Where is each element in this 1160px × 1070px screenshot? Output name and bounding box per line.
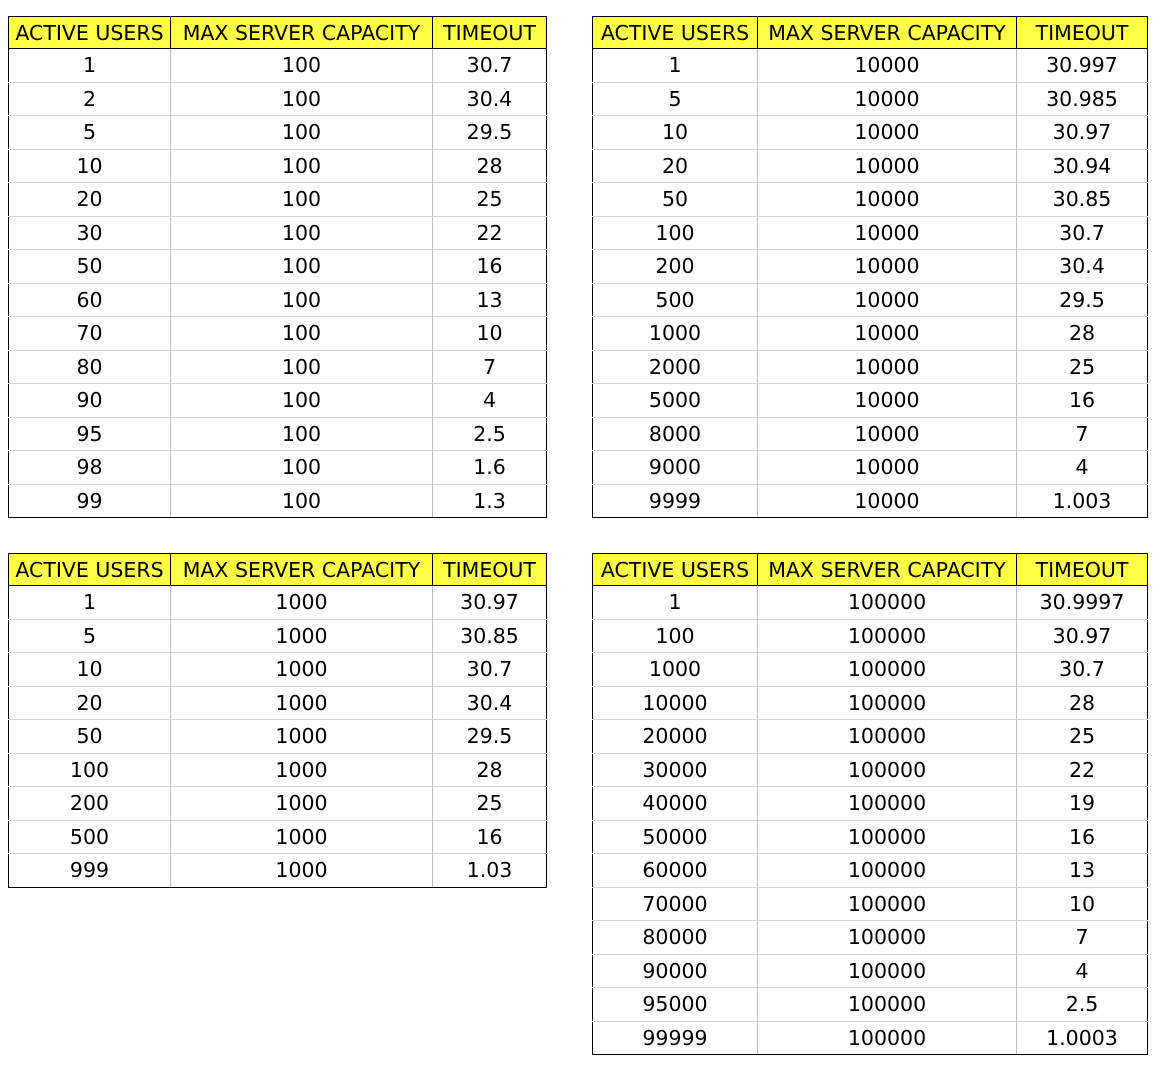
cell-active-users: 5 <box>9 116 171 150</box>
timeout-table-capacity-10000 <box>592 16 1148 518</box>
cell-timeout: 16 <box>433 250 547 284</box>
cell-active-users: 1 <box>9 49 171 83</box>
cell-max-server-capacity: 1000 <box>171 753 433 787</box>
table-row <box>593 417 1148 451</box>
cell-active-users: 60 <box>9 283 171 317</box>
table-row <box>9 216 547 250</box>
cell-max-server-capacity: 100000 <box>758 586 1017 620</box>
cell-timeout: 30.97 <box>1017 116 1148 150</box>
cell-max-server-capacity: 10000 <box>758 149 1017 183</box>
cell-active-users: 100 <box>593 216 758 250</box>
cell-max-server-capacity: 100 <box>171 183 433 217</box>
table-row <box>9 753 547 787</box>
cell-active-users: 80000 <box>593 921 758 955</box>
table-row <box>9 183 547 217</box>
cell-max-server-capacity: 100 <box>171 350 433 384</box>
cell-max-server-capacity: 10000 <box>758 183 1017 217</box>
cell-max-server-capacity: 1000 <box>171 820 433 854</box>
cell-timeout: 1.0003 <box>1017 1021 1148 1055</box>
header-active-users: ACTIVE USERS <box>9 554 171 586</box>
cell-active-users: 10 <box>9 653 171 687</box>
table-row <box>593 484 1148 518</box>
cell-max-server-capacity: 1000 <box>171 854 433 888</box>
cell-active-users: 9999 <box>593 484 758 518</box>
cell-timeout: 2.5 <box>1017 988 1148 1022</box>
table-row <box>9 820 547 854</box>
cell-active-users: 90000 <box>593 954 758 988</box>
table-row <box>593 619 1148 653</box>
table-row <box>593 183 1148 217</box>
cell-max-server-capacity: 100 <box>171 149 433 183</box>
cell-active-users: 999 <box>9 854 171 888</box>
cell-max-server-capacity: 100000 <box>758 686 1017 720</box>
timeout-table-capacity-1000 <box>8 553 547 888</box>
cell-max-server-capacity: 100000 <box>758 854 1017 888</box>
cell-active-users: 1 <box>593 586 758 620</box>
table-row <box>9 686 547 720</box>
cell-max-server-capacity: 10000 <box>758 417 1017 451</box>
cell-active-users: 95 <box>9 417 171 451</box>
cell-active-users: 200 <box>593 250 758 284</box>
cell-max-server-capacity: 10000 <box>758 250 1017 284</box>
cell-active-users: 1 <box>9 586 171 620</box>
cell-timeout: 1.03 <box>433 854 547 888</box>
table-row <box>593 49 1148 83</box>
cell-active-users: 50 <box>593 183 758 217</box>
cell-timeout: 1.003 <box>1017 484 1148 518</box>
table-row <box>9 82 547 116</box>
header-max-server-capacity: MAX SERVER CAPACITY <box>758 17 1017 49</box>
header-max-server-capacity: MAX SERVER CAPACITY <box>171 17 433 49</box>
cell-timeout: 29.5 <box>433 116 547 150</box>
table-row <box>9 653 547 687</box>
header-max-server-capacity: MAX SERVER CAPACITY <box>171 554 433 586</box>
cell-timeout: 30.97 <box>433 586 547 620</box>
table-row <box>9 417 547 451</box>
table-row <box>593 653 1148 687</box>
cell-timeout: 25 <box>1017 350 1148 384</box>
cell-max-server-capacity: 1000 <box>171 720 433 754</box>
cell-max-server-capacity: 100 <box>171 451 433 485</box>
cell-timeout: 30.7 <box>1017 216 1148 250</box>
cell-max-server-capacity: 100 <box>171 417 433 451</box>
cell-max-server-capacity: 10000 <box>758 82 1017 116</box>
cell-max-server-capacity: 100000 <box>758 954 1017 988</box>
cell-active-users: 5 <box>9 619 171 653</box>
cell-timeout: 4 <box>1017 954 1148 988</box>
cell-timeout: 28 <box>1017 686 1148 720</box>
cell-timeout: 30.7 <box>433 653 547 687</box>
table-row <box>9 283 547 317</box>
cell-timeout: 28 <box>1017 317 1148 351</box>
table-row <box>593 921 1148 955</box>
cell-active-users: 30000 <box>593 753 758 787</box>
cell-timeout: 4 <box>1017 451 1148 485</box>
cell-max-server-capacity: 100000 <box>758 653 1017 687</box>
cell-max-server-capacity: 100000 <box>758 753 1017 787</box>
cell-max-server-capacity: 10000 <box>758 283 1017 317</box>
timeout-table-capacity-100000 <box>592 553 1148 1055</box>
cell-active-users: 100 <box>9 753 171 787</box>
cell-timeout: 2.5 <box>433 417 547 451</box>
cell-active-users: 1 <box>593 49 758 83</box>
cell-timeout: 25 <box>1017 720 1148 754</box>
header-row <box>593 554 1148 586</box>
header-row <box>593 17 1148 49</box>
table-row <box>593 954 1148 988</box>
table-row <box>9 350 547 384</box>
cell-timeout: 30.9997 <box>1017 586 1148 620</box>
cell-max-server-capacity: 100000 <box>758 787 1017 821</box>
table-row <box>593 686 1148 720</box>
table-row <box>9 317 547 351</box>
cell-max-server-capacity: 10000 <box>758 116 1017 150</box>
cell-active-users: 100 <box>593 619 758 653</box>
cell-timeout: 30.85 <box>1017 183 1148 217</box>
cell-active-users: 10 <box>593 116 758 150</box>
cell-max-server-capacity: 1000 <box>171 787 433 821</box>
cell-max-server-capacity: 1000 <box>171 586 433 620</box>
table-row <box>9 384 547 418</box>
cell-active-users: 20 <box>593 149 758 183</box>
cell-max-server-capacity: 10000 <box>758 216 1017 250</box>
cell-timeout: 7 <box>1017 921 1148 955</box>
cell-active-users: 80 <box>9 350 171 384</box>
cell-active-users: 95000 <box>593 988 758 1022</box>
cell-timeout: 30.94 <box>1017 149 1148 183</box>
cell-active-users: 1000 <box>593 317 758 351</box>
table-row <box>9 49 547 83</box>
table-row <box>9 854 547 888</box>
cell-max-server-capacity: 100000 <box>758 1021 1017 1055</box>
header-active-users: ACTIVE USERS <box>593 554 758 586</box>
cell-max-server-capacity: 100 <box>171 216 433 250</box>
table-row <box>593 116 1148 150</box>
table-row <box>593 384 1148 418</box>
header-timeout: TIMEOUT <box>433 17 547 49</box>
cell-timeout: 1.6 <box>433 451 547 485</box>
cell-active-users: 5000 <box>593 384 758 418</box>
table-row <box>593 887 1148 921</box>
cell-max-server-capacity: 10000 <box>758 451 1017 485</box>
cell-active-users: 2 <box>9 82 171 116</box>
table-row <box>593 1021 1148 1055</box>
table-row <box>593 451 1148 485</box>
table-row <box>593 216 1148 250</box>
cell-timeout: 30.97 <box>1017 619 1148 653</box>
cell-timeout: 7 <box>433 350 547 384</box>
table-row <box>593 720 1148 754</box>
cell-timeout: 30.7 <box>1017 653 1148 687</box>
cell-timeout: 22 <box>433 216 547 250</box>
header-row <box>9 17 547 49</box>
cell-timeout: 30.4 <box>433 82 547 116</box>
table-row <box>593 82 1148 116</box>
table-row <box>9 720 547 754</box>
header-timeout: TIMEOUT <box>1017 554 1148 586</box>
cell-max-server-capacity: 100 <box>171 82 433 116</box>
cell-max-server-capacity: 100 <box>171 250 433 284</box>
table-row <box>9 787 547 821</box>
header-row <box>9 554 547 586</box>
cell-timeout: 30.997 <box>1017 49 1148 83</box>
cell-timeout: 1.3 <box>433 484 547 518</box>
cell-timeout: 25 <box>433 787 547 821</box>
cell-active-users: 40000 <box>593 787 758 821</box>
cell-max-server-capacity: 100000 <box>758 720 1017 754</box>
header-active-users: ACTIVE USERS <box>593 17 758 49</box>
timeout-table-capacity-100 <box>8 16 547 518</box>
cell-timeout: 13 <box>1017 854 1148 888</box>
cell-max-server-capacity: 100 <box>171 317 433 351</box>
cell-timeout: 16 <box>1017 384 1148 418</box>
cell-timeout: 25 <box>433 183 547 217</box>
header-timeout: TIMEOUT <box>433 554 547 586</box>
table-row <box>593 149 1148 183</box>
cell-max-server-capacity: 100000 <box>758 820 1017 854</box>
table-row <box>593 350 1148 384</box>
cell-active-users: 99 <box>9 484 171 518</box>
cell-max-server-capacity: 100 <box>171 484 433 518</box>
table-row <box>593 283 1148 317</box>
table-row <box>9 149 547 183</box>
table-row <box>593 753 1148 787</box>
cell-timeout: 4 <box>433 384 547 418</box>
cell-timeout: 30.4 <box>1017 250 1148 284</box>
cell-timeout: 30.985 <box>1017 82 1148 116</box>
cell-active-users: 20 <box>9 183 171 217</box>
cell-max-server-capacity: 10000 <box>758 350 1017 384</box>
cell-timeout: 16 <box>433 820 547 854</box>
cell-active-users: 99999 <box>593 1021 758 1055</box>
cell-max-server-capacity: 1000 <box>171 619 433 653</box>
cell-active-users: 10000 <box>593 686 758 720</box>
cell-active-users: 200 <box>9 787 171 821</box>
cell-max-server-capacity: 100000 <box>758 887 1017 921</box>
cell-timeout: 30.85 <box>433 619 547 653</box>
cell-active-users: 50 <box>9 720 171 754</box>
table-row <box>593 250 1148 284</box>
cell-active-users: 90 <box>9 384 171 418</box>
table-row <box>593 854 1148 888</box>
cell-max-server-capacity: 100 <box>171 49 433 83</box>
table-row <box>593 586 1148 620</box>
table-row <box>9 484 547 518</box>
table-row <box>9 586 547 620</box>
cell-max-server-capacity: 10000 <box>758 49 1017 83</box>
table-row <box>593 787 1148 821</box>
cell-max-server-capacity: 100000 <box>758 988 1017 1022</box>
cell-timeout: 22 <box>1017 753 1148 787</box>
table-row <box>593 317 1148 351</box>
cell-active-users: 20 <box>9 686 171 720</box>
table-row <box>9 250 547 284</box>
cell-timeout: 13 <box>433 283 547 317</box>
cell-active-users: 2000 <box>593 350 758 384</box>
cell-timeout: 28 <box>433 149 547 183</box>
table-row <box>593 988 1148 1022</box>
cell-timeout: 10 <box>1017 887 1148 921</box>
cell-max-server-capacity: 10000 <box>758 317 1017 351</box>
cell-max-server-capacity: 100 <box>171 384 433 418</box>
cell-timeout: 16 <box>1017 820 1148 854</box>
table-row <box>9 619 547 653</box>
header-max-server-capacity: MAX SERVER CAPACITY <box>758 554 1017 586</box>
table-row <box>9 116 547 150</box>
cell-max-server-capacity: 10000 <box>758 484 1017 518</box>
cell-active-users: 10 <box>9 149 171 183</box>
cell-timeout: 29.5 <box>433 720 547 754</box>
cell-active-users: 30 <box>9 216 171 250</box>
header-timeout: TIMEOUT <box>1017 17 1148 49</box>
cell-active-users: 70 <box>9 317 171 351</box>
cell-timeout: 29.5 <box>1017 283 1148 317</box>
cell-active-users: 8000 <box>593 417 758 451</box>
cell-max-server-capacity: 100 <box>171 116 433 150</box>
cell-timeout: 30.4 <box>433 686 547 720</box>
cell-timeout: 30.7 <box>433 49 547 83</box>
header-active-users: ACTIVE USERS <box>9 17 171 49</box>
cell-timeout: 28 <box>433 753 547 787</box>
cell-max-server-capacity: 100000 <box>758 619 1017 653</box>
cell-timeout: 10 <box>433 317 547 351</box>
cell-max-server-capacity: 100 <box>171 283 433 317</box>
cell-max-server-capacity: 1000 <box>171 686 433 720</box>
cell-active-users: 5 <box>593 82 758 116</box>
table-row <box>9 451 547 485</box>
cell-active-users: 50000 <box>593 820 758 854</box>
cell-active-users: 20000 <box>593 720 758 754</box>
cell-active-users: 1000 <box>593 653 758 687</box>
cell-timeout: 19 <box>1017 787 1148 821</box>
cell-timeout: 7 <box>1017 417 1148 451</box>
cell-active-users: 50 <box>9 250 171 284</box>
cell-max-server-capacity: 10000 <box>758 384 1017 418</box>
cell-active-users: 9000 <box>593 451 758 485</box>
cell-max-server-capacity: 100000 <box>758 921 1017 955</box>
table-row <box>593 820 1148 854</box>
cell-active-users: 70000 <box>593 887 758 921</box>
cell-active-users: 98 <box>9 451 171 485</box>
cell-active-users: 500 <box>593 283 758 317</box>
cell-active-users: 500 <box>9 820 171 854</box>
cell-max-server-capacity: 1000 <box>171 653 433 687</box>
cell-active-users: 60000 <box>593 854 758 888</box>
